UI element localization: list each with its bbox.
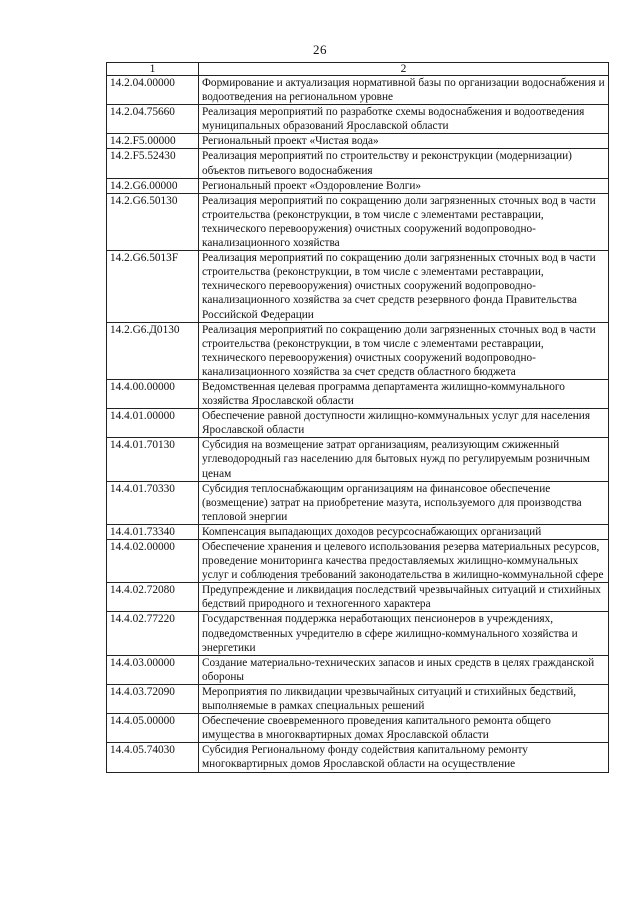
row-code: 14.2.G6.Д0130 xyxy=(107,322,199,379)
table-row xyxy=(107,684,609,713)
row-code: 14.4.05.00000 xyxy=(107,714,199,743)
row-code: 14.2.F5.52430 xyxy=(107,149,199,178)
row-code: 14.4.03.00000 xyxy=(107,655,199,684)
row-code: 14.4.01.73340 xyxy=(107,524,199,539)
table-row xyxy=(107,322,609,379)
row-code: 14.4.02.00000 xyxy=(107,540,199,583)
row-text: Обеспечение своевременного проведения капитального ремонта общего имущества в многоквартирных домах Ярославской области xyxy=(199,714,609,743)
table-row xyxy=(107,178,609,193)
row-code: 14.4.02.77220 xyxy=(107,612,199,655)
row-text: Обеспечение равной доступности жилищно-коммунальных услуг для населения Ярославской области xyxy=(199,409,609,438)
row-text: Реализация мероприятий по разработке схемы водоснабжения и водоотведения муниципальных образований Ярославской области xyxy=(199,105,609,134)
row-text: Предупреждение и ликвидация последствий чрезвычайных ситуаций и стихийных бедствий природного и техногенного характера xyxy=(199,583,609,612)
row-code: 14.2.G6.50130 xyxy=(107,193,199,250)
table-row xyxy=(107,149,609,178)
row-text: Ведомственная целевая программа департамента жилищно-коммунального хозяйства Ярославской области xyxy=(199,379,609,408)
row-text: Региональный проект «Чистая вода» xyxy=(199,134,609,149)
row-code: 14.4.01.70330 xyxy=(107,481,199,524)
table-row xyxy=(107,193,609,250)
page-number: 26 xyxy=(313,42,327,57)
row-text: Субсидия теплоснабжающим организациям на финансовое обеспечение (возмещение) затрат на приобретение мазута, используемого для производства тепловой энергии xyxy=(199,481,609,524)
table-row xyxy=(107,379,609,408)
row-text: Компенсация выпадающих доходов ресурсоснабжающих организаций xyxy=(199,524,609,539)
row-text: Мероприятия по ликвидации чрезвычайных ситуаций и стихийных бедствий, выполняемые в рамках специальных решений xyxy=(199,684,609,713)
column-header-name: 2 xyxy=(199,63,609,76)
row-text: Реализация мероприятий по сокращению доли загрязненных сточных вод в части строительства (реконструкции, в том числе с элементами реставрации, технического перевооружения) очистных сооружений водопроводно-канализационного хозяйства xyxy=(199,193,609,250)
row-code: 14.2.04.75660 xyxy=(107,105,199,134)
row-code: 14.2.G6.5013F xyxy=(107,251,199,322)
table-header-row xyxy=(107,63,609,76)
row-code: 14.4.02.72080 xyxy=(107,583,199,612)
table-row xyxy=(107,655,609,684)
row-code: 14.4.01.00000 xyxy=(107,409,199,438)
table-row xyxy=(107,76,609,105)
row-code: 14.4.03.72090 xyxy=(107,684,199,713)
budget-classification-table xyxy=(106,62,609,773)
row-code: 14.4.05.74030 xyxy=(107,743,199,772)
table-row xyxy=(107,105,609,134)
row-code: 14.4.00.00000 xyxy=(107,379,199,408)
row-text: Государственная поддержка неработающих пенсионеров в учреждениях, подведомственных учредителю в сфере жилищно-коммунального хозяйства и энергетики xyxy=(199,612,609,655)
table-row xyxy=(107,409,609,438)
table-row xyxy=(107,743,609,772)
row-text: Реализация мероприятий по сокращению доли загрязненных сточных вод в части строительства (реконструкции, в том числе с элементами реставрации, технического перевооружения) очистных сооружений водопроводно-канализационного хозяйства за счет средств областного бюджета xyxy=(199,322,609,379)
table-row xyxy=(107,583,609,612)
table-row xyxy=(107,438,609,481)
row-code: 14.2.04.00000 xyxy=(107,76,199,105)
table-row xyxy=(107,612,609,655)
row-code: 14.2.G6.00000 xyxy=(107,178,199,193)
row-text: Обеспечение хранения и целевого использования резерва материальных ресурсов, проведение мониторинга качества предоставляемых жилищно-коммунальных услуг и соблюдения требований законодательства в жилищно-коммунальной сфере xyxy=(199,540,609,583)
table-row xyxy=(107,540,609,583)
row-code: 14.4.01.70130 xyxy=(107,438,199,481)
table-row xyxy=(107,481,609,524)
table-row xyxy=(107,134,609,149)
row-text: Реализация мероприятий по строительству и реконструкции (модернизации) объектов питьевого водоснабжения xyxy=(199,149,609,178)
row-text: Субсидия Региональному фонду содействия капитальному ремонту многоквартирных домов Ярославской области на осуществление xyxy=(199,743,609,772)
table-row xyxy=(107,524,609,539)
column-header-code: 1 xyxy=(107,63,199,76)
row-code: 14.2.F5.00000 xyxy=(107,134,199,149)
table-row xyxy=(107,714,609,743)
row-text: Реализация мероприятий по сокращению доли загрязненных сточных вод в части строительства (реконструкции, в том числе с элементами реставрации, технического перевооружения) очистных сооружений водопроводно-канализационного хозяйства за счет средств резервного фонда Правительства Российской Федерации xyxy=(199,251,609,322)
row-text: Формирование и актуализация нормативной базы по организации водоснабжения и водоотведения на региональном уровне xyxy=(199,76,609,105)
row-text: Региональный проект «Оздоровление Волги» xyxy=(199,178,609,193)
table-row xyxy=(107,251,609,322)
row-text: Создание материально-технических запасов и иных средств в целях гражданской обороны xyxy=(199,655,609,684)
table-body xyxy=(107,76,609,773)
row-text: Субсидия на возмещение затрат организациям, реализующим сжиженный углеводородный газ населению для бытовых нужд по регулируемым розничным ценам xyxy=(199,438,609,481)
